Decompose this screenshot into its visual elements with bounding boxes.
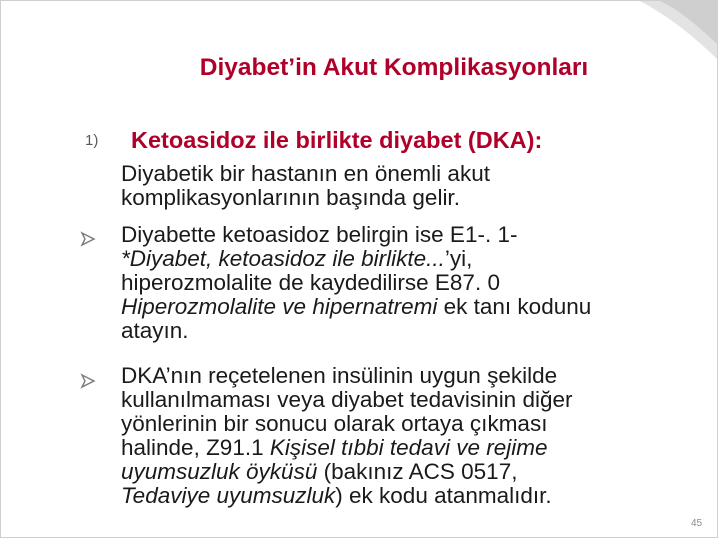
bullet2-line-4-italic: Kişisel tıbbi tedavi ve rejime bbox=[269, 435, 548, 460]
bullet2-line-5-rest: (bakınız ACS 0517, bbox=[317, 459, 518, 484]
bullet2-line-5 bbox=[121, 460, 517, 484]
bullet2-line-6-rest: ) ek kodu atanmalıdır. bbox=[335, 483, 552, 508]
bullet2-line-4-pre: halinde, Z91.1 bbox=[121, 435, 270, 460]
bullet1-line-4 bbox=[121, 295, 591, 319]
slide-content bbox=[1, 1, 718, 538]
arrow-bullet-icon bbox=[80, 231, 96, 247]
bullet2-line-3: yönlerinin bir sonucu olarak ortaya çıkması bbox=[121, 411, 548, 436]
intro-line-1: Diyabetik bir hastanın en önemli akut bbox=[121, 161, 490, 186]
intro-line-2: komplikasyonlarının başında gelir. bbox=[121, 185, 460, 210]
bullet1-line-4-italic: Hiperozmolalite ve hipernatremi bbox=[121, 294, 438, 319]
bullet2-line-6 bbox=[121, 484, 552, 508]
bullet1-line-2 bbox=[121, 247, 472, 271]
bullet1-line-1: Diyabette ketoasidoz belirgin ise E1-. 1- bbox=[121, 222, 518, 247]
bullet1-line-2-italic: *Diyabet, ketoasidoz ile birlikte... bbox=[121, 246, 445, 271]
bullet1-line-5: atayın. bbox=[121, 318, 189, 343]
bullet1-line-2-rest: ’yi, bbox=[444, 246, 473, 271]
slide-title: Diyabet’in Akut Komplikasyonları bbox=[199, 54, 589, 81]
section-heading: Ketoasidoz ile birlikte diyabet (DKA): bbox=[131, 127, 543, 153]
bullet2-line-5-italic: uyumsuzluk öyküsü bbox=[121, 459, 318, 484]
arrow-bullet-icon bbox=[80, 373, 96, 389]
bullet2-line-1: DKA’nın reçetelenen insülinin uygun şekilde bbox=[121, 363, 558, 388]
bullet2-line-2: kullanılmaması veya diyabet tedavisinin diğer bbox=[121, 387, 573, 412]
page-number: 45 bbox=[691, 518, 703, 529]
bullet1-line-4-rest: ek tanı kodunu bbox=[437, 294, 592, 319]
bullet2-line-4 bbox=[121, 436, 547, 460]
section-number: 1) bbox=[85, 132, 99, 149]
bullet2-line-6-italic: Tedaviye uyumsuzluk bbox=[121, 483, 336, 508]
bullet1-line-3: hiperozmolalite de kaydedilirse E87. 0 bbox=[121, 270, 500, 295]
